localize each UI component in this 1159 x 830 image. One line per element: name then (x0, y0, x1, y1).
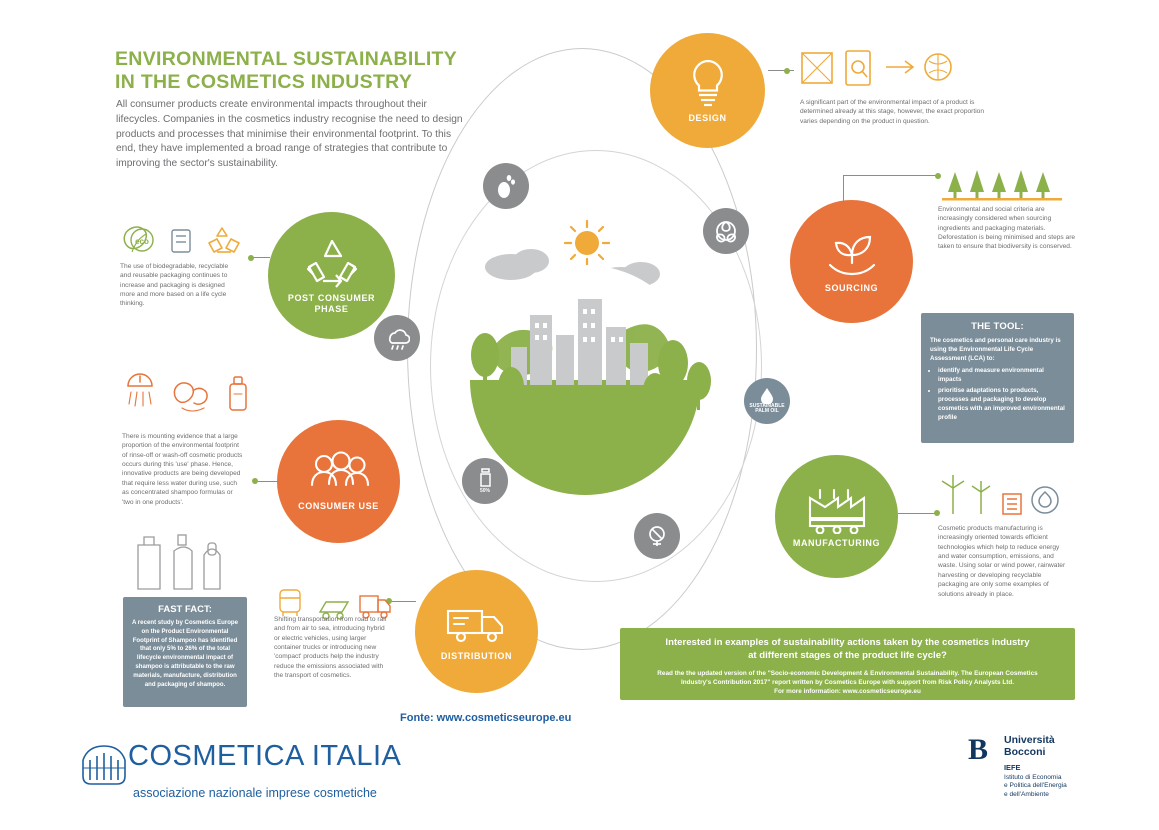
bocconi-department (1004, 763, 1067, 799)
fast-fact-title: FAST FACT: (158, 604, 212, 615)
connector-sourcing-h (843, 175, 938, 176)
bocconi-dept-line3: e dell'Ambiente (1004, 790, 1049, 798)
node-distribution-label: DISTRIBUTION (440, 651, 513, 662)
palm-oil-line2: PALM OIL (755, 408, 779, 414)
cta-body-line2: Industry's Contribution 2017" report written by Cosmetics Europe with support from Risk Policy Analysts Ltd. (680, 679, 1015, 687)
intro-paragraph: All consumer products create environmental impacts throughout their lifecycles. Companies in the cosmetics industry recognise the need to design products and processes that minimise their environmental footprint. To this end, they have implemented a broad range of strategies that contribute to improving the sector's sustainability. (116, 99, 463, 170)
bocconi-name-line2: Bocconi (1004, 746, 1046, 759)
bubble-footprint[interactable] (483, 163, 529, 209)
bocconi-name-line1: Università (1004, 734, 1055, 746)
node-manufacturing[interactable] (775, 455, 898, 578)
node-design-label: DESIGN (688, 113, 727, 124)
brand-name: COSMETICA ITALIA (128, 740, 402, 772)
bocconi-name (1004, 734, 1055, 758)
node-post-consumer-label (288, 293, 375, 314)
node-consumer-use[interactable] (277, 420, 400, 543)
page-title-line1: ENVIRONMENTAL SUSTAINABILITY (115, 48, 458, 70)
caption-design: A significant part of the environmental impact of a product is determined already at this stage, however, the exact proportion varies depending on the product in question. (800, 99, 985, 125)
cta-body-line1: Read the the updated version of the "Socio-economic Development & Environmental Sustainability. The European Cosmetics (657, 669, 1038, 677)
bottles-illustration (128, 525, 246, 591)
bubble-rain-cloud[interactable] (374, 315, 420, 361)
connector-sourcing-v (843, 175, 844, 203)
svg-text:eco: eco (135, 237, 149, 246)
bocconi-dept-abbr: IEFE (1004, 763, 1021, 772)
bocconi-initial: B (968, 733, 989, 766)
caption-consumer-use: There is mounting evidence that a large proportion of the environmental footprint of rinse-off or wash-off cosmetic products occurs during this 'use' phase. Hence, innovative products are being developed that require less water during use, such as concentrated shampoo formulas or 'two in one products'. (122, 433, 243, 506)
cta-title-line1: Interested in examples of sustainability actions taken by the cosmetics industry (665, 637, 1030, 648)
node-distribution[interactable] (415, 570, 538, 693)
source-link[interactable]: Fonte: www.cosmeticseurope.eu (400, 712, 572, 724)
palm-oil-line1: SUSTAINABLE (749, 402, 785, 409)
caption-sourcing: Environmental and social criteria are increasingly considered when sourcing ingredients and packaging materials. Deforestation is being minimised and steps are taken to ensure that biodiversity is conserved. (938, 206, 1076, 251)
page-title (115, 48, 475, 94)
connector-dot-consumer (252, 478, 258, 484)
bubble-no-plastic[interactable] (634, 513, 680, 559)
node-post-consumer-label-line1: POST CONSUMER (287, 293, 376, 304)
connector-design (768, 70, 794, 71)
cosmetica-italia-logo-icon (78, 738, 130, 790)
tool-box-intro: The cosmetics and personal care industry is using the Environmental Life Cycle Assessment (LCA) to: (930, 337, 1061, 362)
caption-distribution: Shifting transportation from road to rail and from air to sea, introducing hybrid or electric vehicles, using larger container trucks or introducing new 'compact' products help the industry reduce the emissions associated with the transport of cosmetics. (274, 616, 387, 680)
bubble-packaging[interactable] (462, 458, 508, 504)
page-title-line2: IN THE COSMETICS INDUSTRY (115, 71, 413, 93)
tool-box-bullet-2: • prioritise adaptations to products, processes and packaging to develop cosmetics with an improved environmental profile (938, 387, 1065, 423)
post-consumer-icons (118, 218, 268, 260)
node-sourcing[interactable] (790, 200, 913, 323)
connector-consumer (258, 481, 278, 482)
node-manufacturing-label: MANUFACTURING (792, 538, 881, 549)
tool-box-title: THE TOOL: (971, 321, 1024, 332)
node-consumer-use-label: CONSUMER USE (298, 501, 379, 512)
fast-fact-box (123, 597, 247, 707)
fast-fact-body: A recent study by Cosmetics Europe on the Product Environmental Footprint of Shampoo has identified that only 5% to 26% of the total lifecycle environmental impact of shampoo is attributable to the raw materials, manufacture, distribution and packaging of shampoo. (131, 619, 239, 688)
consumer-use-icons (120, 368, 270, 420)
sourcing-icons (938, 160, 1068, 202)
cta-link[interactable]: For more information: www.cosmeticseurope.eu (774, 688, 921, 696)
node-post-consumer-label-line2: PHASE (314, 303, 349, 314)
bubble-packaging-label: 50% (479, 487, 490, 494)
tool-box-bullet-1: • identify and measure environmental impacts (938, 367, 1065, 385)
caption-post-consumer: The use of biodegradable, recyclable and reusable packaging continues to increase and packaging is designed more and more based on a life cycle thinking. (120, 263, 229, 308)
brand-subtitle: associazione nazionale imprese cosmetiche (133, 786, 377, 800)
node-sourcing-label: SOURCING (824, 283, 879, 294)
connector-manufacturing (898, 513, 938, 514)
cta-box (620, 628, 1075, 700)
connector-dot-design (784, 68, 790, 74)
tool-box (921, 313, 1074, 443)
caption-manufacturing: Cosmetic products manufacturing is increasingly oriented towards efficient technologies which help to reduce energy and water consumption, emissions, and waste. Using solar or wind power, rainwater harvesting or developing recyclable packaging are only some examples of solutions already in place. (938, 525, 1066, 598)
bubble-palm-oil-label (749, 404, 784, 415)
design-icons (798, 45, 958, 95)
node-post-consumer-phase[interactable] (268, 212, 395, 339)
bocconi-dept-line1: Istituto di Economia (1004, 773, 1062, 781)
bubble-palm-oil[interactable] (744, 378, 790, 424)
bubble-renewable[interactable] (703, 208, 749, 254)
bocconi-dept-line2: e Politica dell'Energia (1004, 782, 1067, 790)
cta-title-line2: at different stages of the product life cycle? (748, 649, 947, 661)
manufacturing-icons (937, 470, 1067, 520)
node-design[interactable] (650, 33, 765, 148)
